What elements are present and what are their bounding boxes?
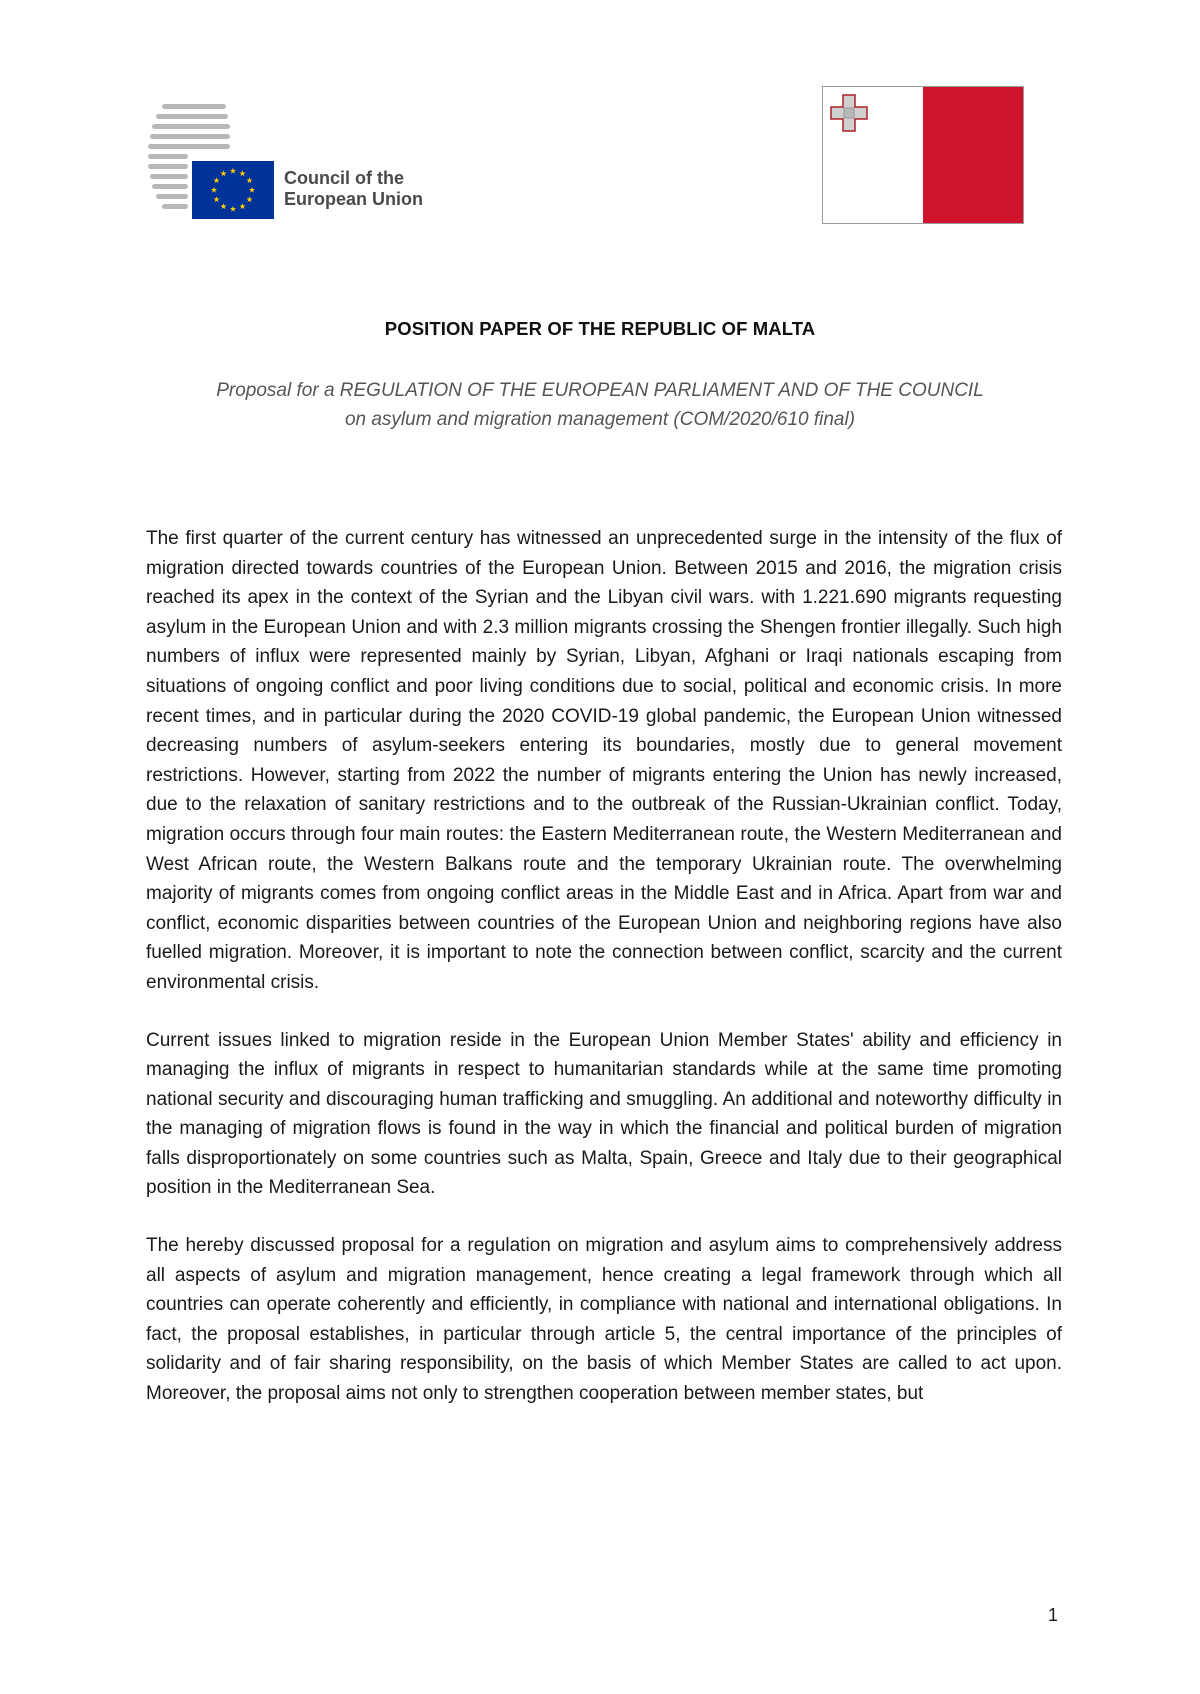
- document-subtitle: [0, 376, 1200, 434]
- malta-flag-white: [823, 87, 923, 223]
- council-eu-logo: [148, 104, 438, 222]
- body-paragraph-1: The first quarter of the current century has witnessed an unprecedented surge in the intensity of the flux of migration directed towards countries of the European Union. Between 2015 and 2016, the migration crisis reached its apex in the context of the Syrian and the Libyan civil wars. with 1.221.690 migrants requesting asylum in the European Union and with 2.3 million migrants crossing the Shengen frontier illegally. Such high numbers of influx were represented mainly by Syrian, Libyan, Afghani or Iraqi nationals escaping from situations of ongoing conflict and poor living conditions due to social, political and economic crisis. In more recent times, and in particular during the 2020 COVID-19 global pandemic, the European Union witnessed decreasing numbers of asylum-seekers entering its boundaries, mostly due to general movement restrictions. However, starting from 2022 the number of migrants entering the Union has newly increased, due to the relaxation of sanitary restrictions and to the outbreak of the Russian-Ukrainian conflict. Today, migration occurs through four main routes: the Eastern Mediterranean route, the Western Mediterranean and West African route, the Western Balkans route and the temporary Ukrainian route. The overwhelming majority of migrants comes from ongoing conflict areas in the Middle East and in Africa. Apart from war and conflict, economic disparities between countries of the European Union and neighboring regions have also fuelled migration. Moreover, it is important to note the connection between conflict, scarcity and the current environmental crisis.: [146, 528, 1062, 993]
- subtitle-line-2: on asylum and migration management (COM/2020/610 final): [344, 409, 856, 430]
- body-paragraph-3: The hereby discussed proposal for a regulation on migration and asylum aims to comprehensively address all aspects of asylum and migration management, hence creating a legal framework through which all countries can operate coherently and efficiently, in compliance with national and international obligations. In fact, the proposal establishes, in particular through article 5, the central importance of the principles of solidarity and of fair sharing responsibility, on the basis of which Member States are called to act upon. Moreover, the proposal aims not only to strengthen cooperation between member states, but: [146, 1235, 1062, 1405]
- document-body: [146, 524, 1062, 1437]
- body-paragraph-2: Current issues linked to migration reside in the European Union Member States' ability and efficiency in managing the influx of migrants in respect to humanitarian standards while at the same time promoting national security and discouraging human trafficking and smuggling. An additional and noteworthy difficulty in the managing of migration flows is found in the way in which the financial and political burden of migration falls disproportionately on some countries such as Malta, Spain, Greece and Italy due to their geographical position in the Mediterranean Sea.: [146, 1029, 1062, 1199]
- george-cross-icon: [829, 93, 869, 133]
- document-title: POSITION PAPER OF THE REPUBLIC OF MALTA: [384, 318, 816, 339]
- malta-flag-red: [923, 87, 1023, 223]
- page-number: 1: [1048, 1605, 1059, 1625]
- malta-flag: [822, 86, 1024, 224]
- council-logo-line2: European Union: [284, 189, 423, 209]
- subtitle-line-1: Proposal for a REGULATION OF THE EUROPEAN PARLIAMENT AND OF THE COUNCIL: [216, 380, 984, 401]
- council-logo-line1: Council of the: [284, 168, 404, 188]
